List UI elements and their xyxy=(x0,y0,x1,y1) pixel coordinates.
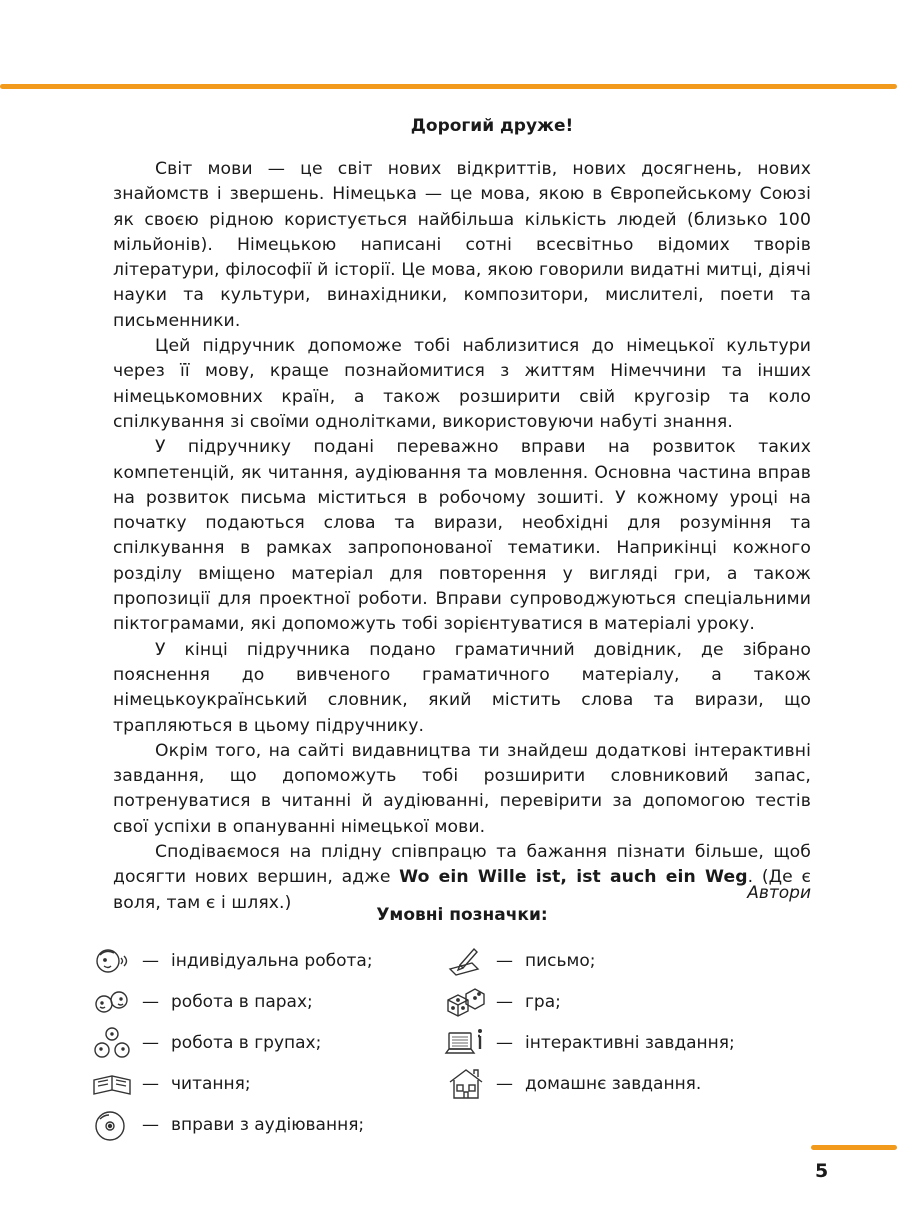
legend-label: читання; xyxy=(171,1073,251,1094)
paragraph: У підручнику подані переважно вправи на розвиток таких компетенцій, як читання, аудіювання та мовлення. Основна частина вправ на розвиток письма міститься в робочому зошиті. У кожному уроці на початку подаються слова та вирази, необхідні для розуміння та спілкування в рамках запропонованої тематики. Наприкінці кожного розділу вміщено матеріал для повторення у вигляді гри, а також пропозиції для проектної роботи. Вправи супроводжуються спеціальними піктограмами, які допоможуть тобі зорієнтуватися в матеріалі уроку. xyxy=(113,437,811,635)
legend-item-groups xyxy=(90,1022,373,1063)
legend-dash: — xyxy=(142,1073,159,1094)
legend-item-individual xyxy=(90,940,373,981)
legend-label: індивідуальна робота; xyxy=(171,950,373,971)
paragraph: У кінці підручника подано граматичний довідник, де зібрано пояснення до вивченого граматичного матеріалу, а також німецькоукраїнський словник, який містить слова та вирази, що трапляються в цьому підручнику. xyxy=(113,639,811,736)
legend-label: інтерактивні завдання; xyxy=(525,1032,735,1053)
interactive-laptop-icon xyxy=(444,1025,488,1061)
audio-cd-icon xyxy=(90,1107,134,1143)
paragraph: Світ мови — це світ нових відкриттів, нових досягнень, нових знайомств і звершень. Німецька — це мова, якою в Європейському Союзі як своєю рідною користується найбільша кількість людей (близько 100 мільйонів). Німецькою написані сотні всесвітньо відомих творів літератури, філософії й історії. Це мова, якою говорили видатні митці, діячі науки та культури, винахідники, композитори, мислителі, поети та письменники. xyxy=(113,159,811,331)
legend-column-left xyxy=(90,940,373,1145)
legend-dash: — xyxy=(142,1114,159,1135)
german-motto: Wo ein Wille ist, ist auch ein Weg xyxy=(399,867,748,888)
legend-item-reading xyxy=(90,1063,373,1104)
legend-label: робота в групах; xyxy=(171,1032,322,1053)
motto-translation: . (Де є воля, там є і шлях.) xyxy=(113,867,811,913)
individual-work-icon xyxy=(90,943,134,979)
legend-item-pairs xyxy=(90,981,373,1022)
dice-game-icon xyxy=(444,984,488,1020)
legend-label: вправи з аудіювання; xyxy=(171,1114,365,1135)
authors-signature: Автори xyxy=(747,883,811,903)
page-heading: Дорогий друже! xyxy=(410,116,574,136)
paragraph: Окрім того, на сайті видавництва ти знайдеш додаткові інтерактивні завдання, що допоможуть тобі розширити словниковий запас, потренуватися в читанні й аудіюванні, перевірити за допомогою тестів свої успіхи в опануванні німецької мови. xyxy=(113,740,811,837)
legend-dash: — xyxy=(496,1032,513,1053)
legend-label: гра; xyxy=(525,991,561,1012)
legend-item-homework xyxy=(444,1063,735,1104)
intro-text xyxy=(113,157,811,916)
paragraph: Цей підручник допоможе тобі наблизитися до німецької культури через її мову, краще познайомитися з життям Німеччини та інших німецькомовних країн, а також розширити свій кругозір та коло спілкування зі своїми однолітками, використовуючи набуті знання. xyxy=(113,336,811,432)
legend-dash: — xyxy=(142,991,159,1012)
top-orange-rule xyxy=(0,84,897,89)
legend-label: робота в парах; xyxy=(171,991,313,1012)
legend-label: домашнє завдання. xyxy=(525,1073,702,1094)
legend-item-writing xyxy=(444,940,735,981)
closing-text: Сподіваємося на плідну співпрацю та бажання пізнати більше, щоб досягти нових вершин, адже xyxy=(113,842,811,888)
legend-column-right xyxy=(444,940,735,1104)
legend-title: Умовні позначки: xyxy=(376,905,548,925)
legend-item-audio xyxy=(90,1104,373,1145)
legend-dash: — xyxy=(496,950,513,971)
page-number: 5 xyxy=(815,1160,829,1182)
legend-dash: — xyxy=(496,991,513,1012)
group-work-icon xyxy=(90,1025,134,1061)
legend-item-game xyxy=(444,981,735,1022)
writing-icon xyxy=(444,943,488,979)
reading-icon xyxy=(90,1066,134,1102)
bottom-orange-rule xyxy=(811,1145,897,1150)
legend-dash: — xyxy=(496,1073,513,1094)
legend-dash: — xyxy=(142,950,159,971)
pair-work-icon xyxy=(90,984,134,1020)
legend-item-interactive xyxy=(444,1022,735,1063)
legend-dash: — xyxy=(142,1032,159,1053)
legend-label: письмо; xyxy=(525,950,596,971)
house-homework-icon xyxy=(444,1066,488,1102)
